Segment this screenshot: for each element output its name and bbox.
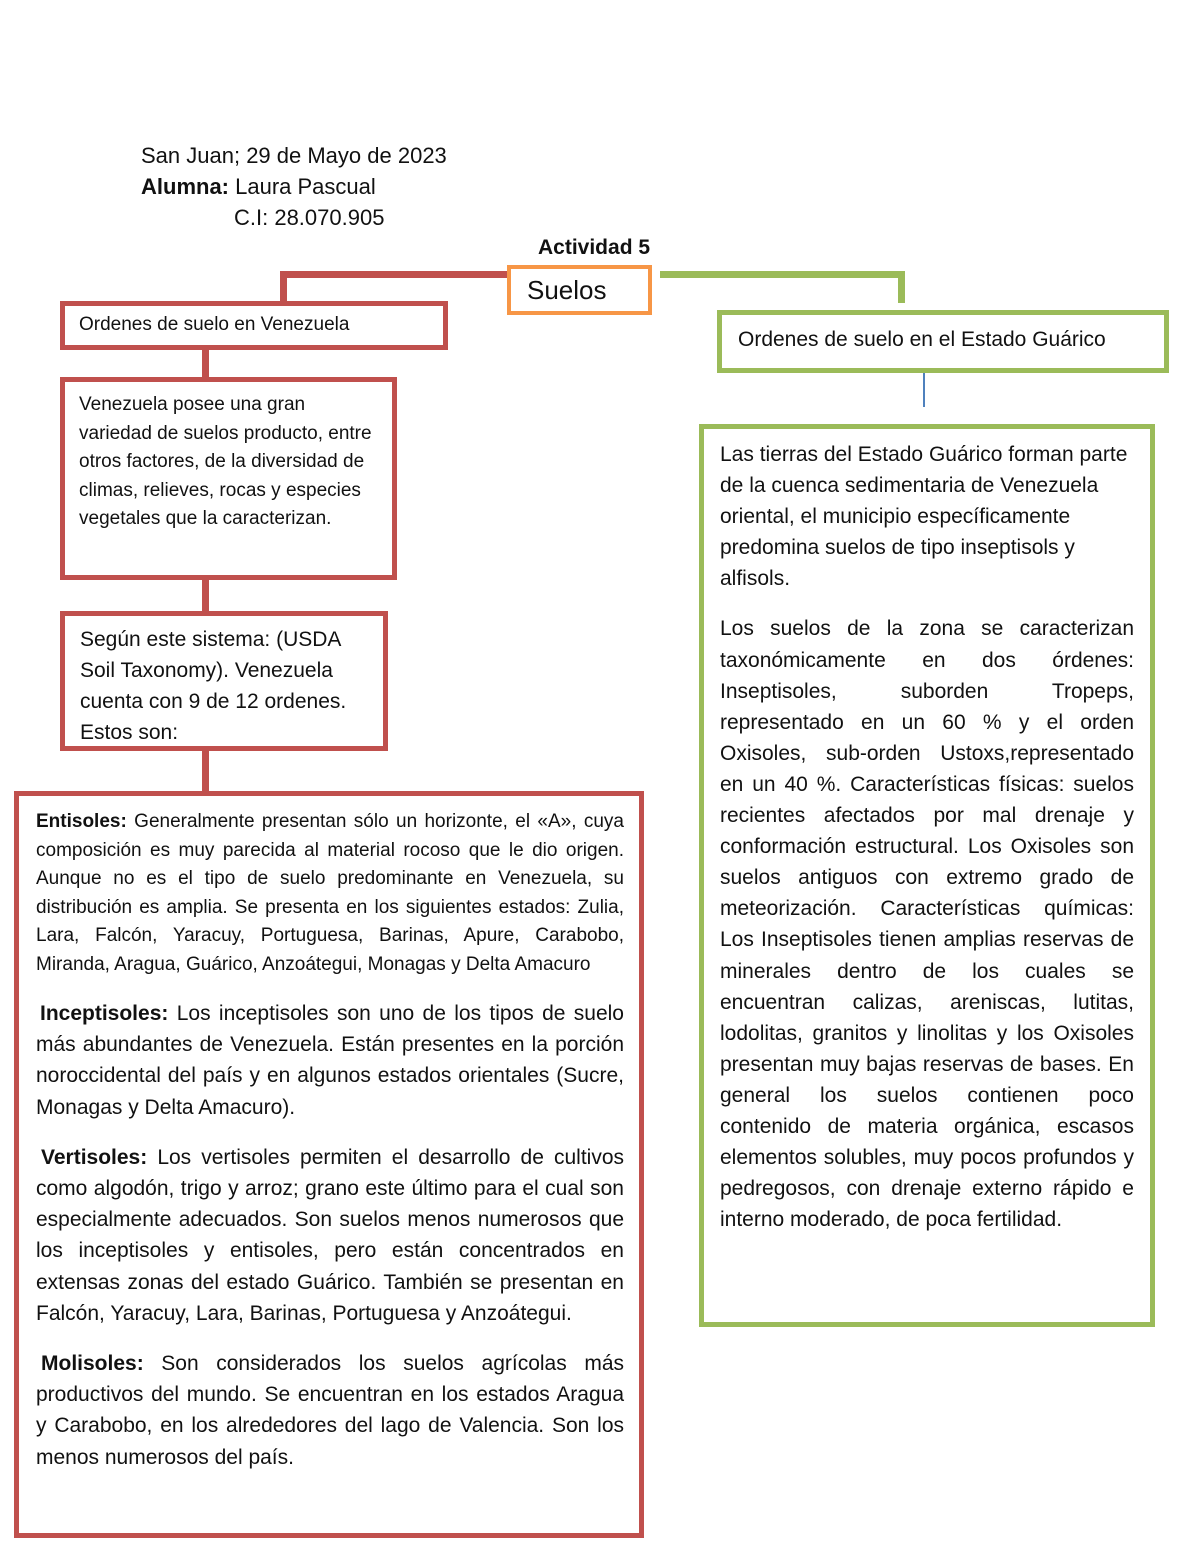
connector-center-right xyxy=(660,271,905,278)
left-system-box xyxy=(60,611,388,751)
left-system-text: Según este sistema: (USDA Soil Taxonomy). Venezuela cuenta con 9 de 12 ordenes. Estos son: xyxy=(80,628,347,744)
right-paragraph-1: Las tierras del Estado Guárico forman parte de la cuenca sedimentaria de Venezuela oriental, el municipio específicamente predomina suelos de tipo inseptisols y alfisols. xyxy=(720,443,1128,591)
connector-left-2 xyxy=(202,577,209,613)
place-date: San Juan; 29 de Mayo de 2023 xyxy=(141,143,447,168)
left-intro-text: Venezuela posee una gran variedad de suelos producto, entre otros factores, de la diversidad de climas, relieves, rocas y especies vegetales que la caracterizan. xyxy=(79,394,372,529)
order-vertisoles xyxy=(36,1142,624,1329)
left-title-box xyxy=(60,301,448,350)
right-content-box xyxy=(699,424,1155,1327)
connector-right-drop xyxy=(898,271,905,303)
order-name: Entisoles: xyxy=(36,811,127,832)
center-topic-title: Suelos xyxy=(527,275,607,305)
order-text: Los inceptisoles son uno de los tipos de suelo más abundantes de Venezuela. Están presentes en la porción noroccidental del país y en algunos estados orientales (Sucre, Monagas y Delta Amacuro). xyxy=(36,1002,624,1119)
order-name: Inceptisoles: xyxy=(40,1002,169,1025)
order-molisoles xyxy=(36,1348,624,1473)
student-name: Laura Pascual xyxy=(229,174,376,199)
connector-left-1 xyxy=(202,347,209,379)
activity-title: Actividad 5 xyxy=(538,236,651,259)
order-text: Son considerados los suelos agrícolas más productivos del mundo. Se encuentran en los estados Aragua y Carabobo, en los alrededores del lago de Valencia. Son los menos numerosos del país. xyxy=(36,1352,624,1469)
connector-left-3 xyxy=(202,748,209,794)
order-text: Generalmente presentan sólo un horizonte, el «A», cuya composición es muy parecida al material rocoso que le dio origen. Aunque no es el tipo de suelo predominante en Venezuela, su distribución es amplia. Se presenta en los siguientes estados: Zulia, Lara, Falcón, Yaracuy, Portuguesa, Barinas, Apure, Carabobo, Miranda, Aragua, Guárico, Anzoátegui, Monagas y Delta Amacuro xyxy=(36,811,624,975)
order-text: Los vertisoles permiten el desarrollo de cultivos como algodón, trigo y arroz; grano este último para el cual son especialmente adecuados. Son suelos menos numerosos que los inceptisoles y entisoles, pero están concentrados en extensas zonas del estado Guárico. También se presentan en Falcón, Yaracuy, Lara, Barinas, Portuguesa y Anzoátegui. xyxy=(36,1145,624,1325)
ci-number: C.I: 28.070.905 xyxy=(234,205,385,230)
left-title: Ordenes de suelo en Venezuela xyxy=(79,314,350,335)
order-entisoles xyxy=(36,808,624,979)
right-paragraph-2: Los suelos de la zona se caracterizan taxonómicamente en dos órdenes: Inseptisoles, suborden Tropeps, representado en un 60 % y el orden Oxisoles, sub-orden Ustoxs,representado en un 40 %. Características físicas: suelos recientes afectados por mal drenaje y conformación estructural. Los Oxisoles son suelos antiguos con extremo grado de meteorización. Características químicas: Los Inseptisoles tienen amplias reservas de minerales dentro de los cuales se encuentran calizas, areniscas, lutitas, lodolitas, granitos y linolitas y los Oxisoles presentan muy bajas reservas de bases. En general los suelos contienen poco contenido de materia orgánica, escasos elementos solubles, muy pocos profundos y pedregosos, con drenaje externo rápido e interno moderado, de poca fertilidad. xyxy=(720,617,1134,1232)
left-intro-box xyxy=(60,377,397,580)
order-inceptisoles xyxy=(36,998,624,1123)
connector-right-blue xyxy=(923,371,925,407)
order-name: Molisoles: xyxy=(41,1352,144,1376)
student-label: Alumna: xyxy=(141,174,229,199)
right-title: Ordenes de suelo en el Estado Guárico xyxy=(738,328,1106,351)
left-orders-box xyxy=(14,791,644,1538)
center-topic-box xyxy=(507,265,652,315)
student-line xyxy=(141,172,376,202)
connector-left-drop xyxy=(280,271,287,303)
right-title-box xyxy=(717,310,1169,373)
order-name: Vertisoles: xyxy=(41,1145,148,1169)
connector-center-left xyxy=(280,271,511,278)
